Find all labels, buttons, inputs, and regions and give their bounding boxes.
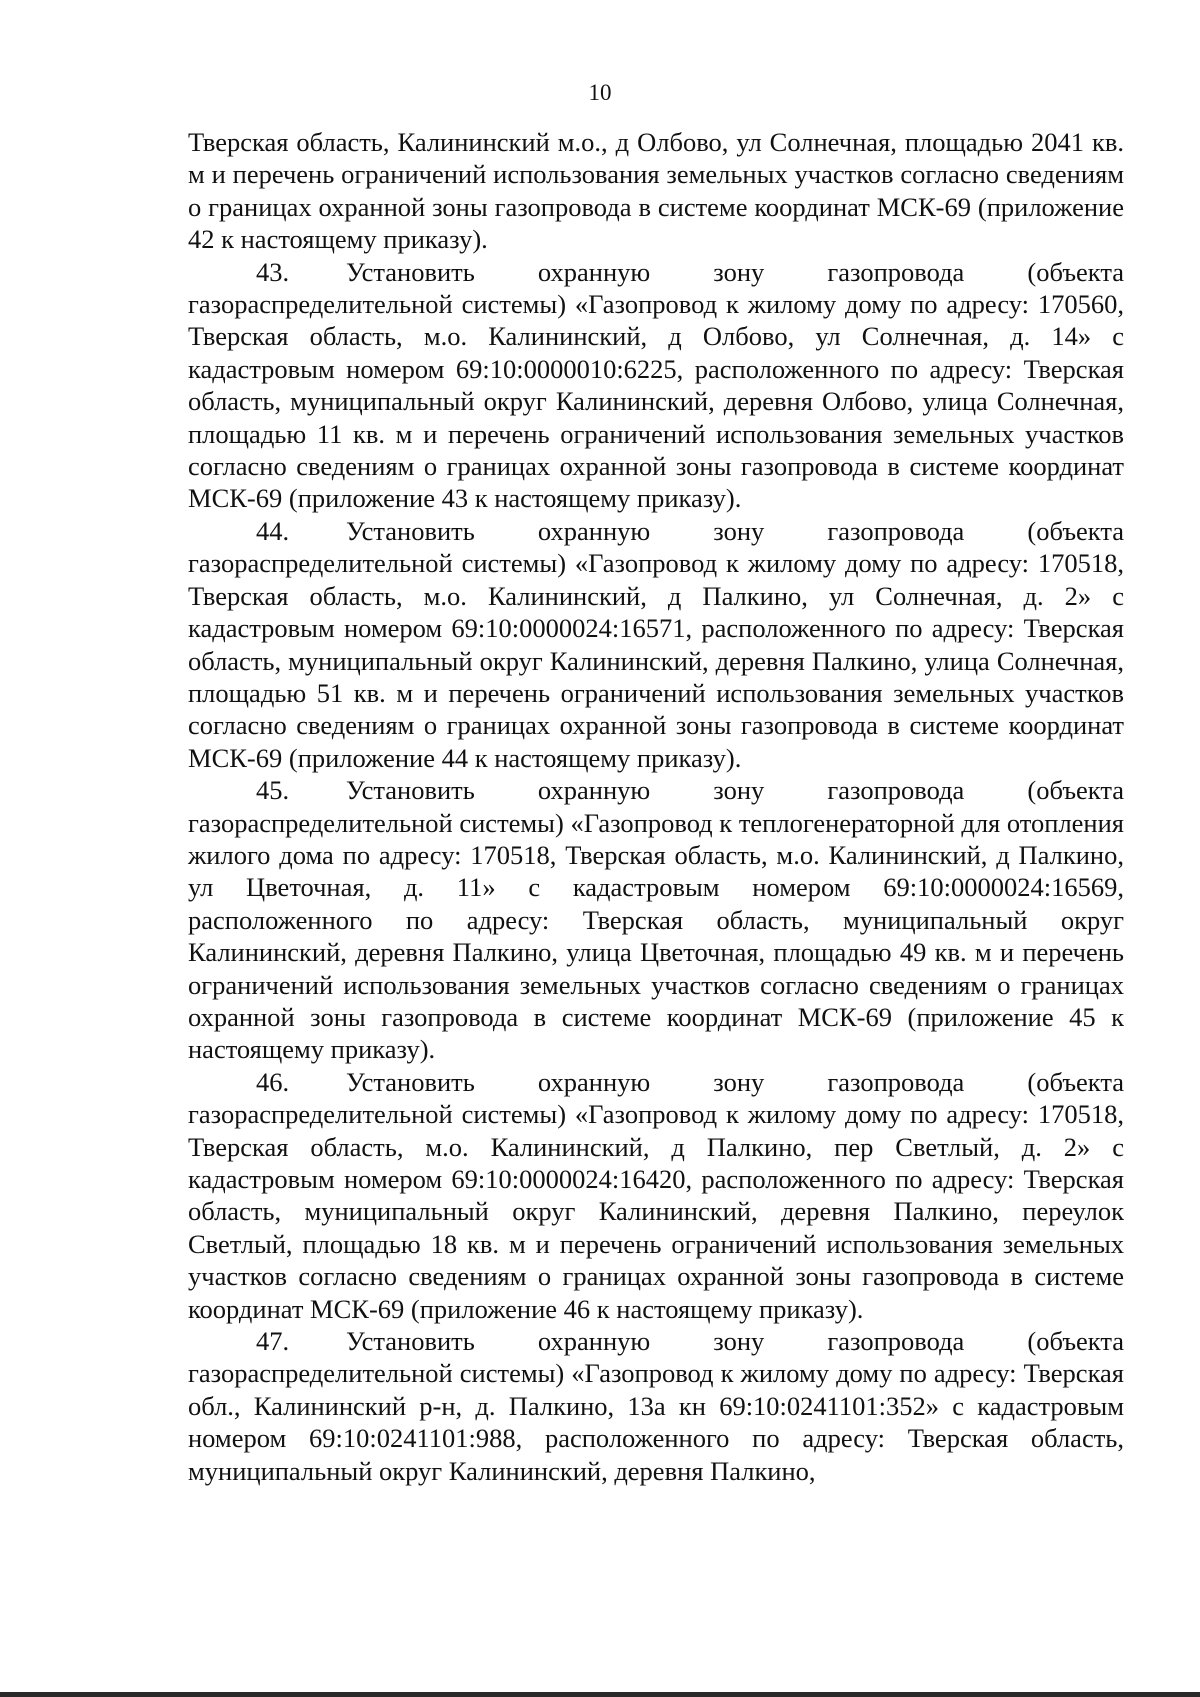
item-number: 44.: [256, 515, 290, 546]
item-number: 47.: [256, 1326, 290, 1357]
paragraph-text: Установить охранную зону газопровода (объекта газораспределительной системы) «Газопровод к жилому дому по адресу: Тверская обл., Калининский р-н, д. Палкино, 13а кн 69:10:0241101:352» с кадастровым номером 69:10:0241101:988, расположенного по адресу: Тверская область, муниципальный округ Калининский, деревня Палкино,: [188, 1326, 1124, 1486]
paragraph-item-46: [188, 1066, 1124, 1325]
paragraph-text: Установить охранную зону газопровода (объекта газораспределительной системы) «Газопровод к жилому дому по адресу: 170560, Тверская область, м.о. Калининский, д Олбово, ул Солнечная, д. 14» с кадастровым номером 69:10:0000010:6225, расположенного по адресу: Тверская область, муниципальный округ Калининский, деревня Олбово, улица Солнечная, площадью 11 кв. м и перечень ограничений использования земельных участков согласно сведениям о границах охранной зоны газопровода в системе координат МСК-69 (приложение 43 к настоящему приказу).: [188, 256, 1124, 514]
document-body: [188, 126, 1124, 1487]
paragraph-item-45: [188, 774, 1124, 1066]
paragraph-text: Установить охранную зону газопровода (объекта газораспределительной системы) «Газопровод к жилому дому по адресу: 170518, Тверская область, м.о. Калининский, д Палкино, ул Солнечная, д. 2» с кадастровым номером 69:10:0000024:16571, расположенного по адресу: Тверская область, муниципальный округ Калининский, деревня Палкино, улица Солнечная, площадью 51 кв. м и перечень ограничений использования земельных участков согласно сведениям о границах охранной зоны газопровода в системе координат МСК-69 (приложение 44 к настоящему приказу).: [188, 515, 1124, 773]
paragraph-text: Установить охранную зону газопровода (объекта газораспределительной системы) «Газопровод к теплогенераторной для отопления жилого дома по адресу: 170518, Тверская область, м.о. Калининский, д Палкино, ул Цветочная, д. 11» с кадастровым номером 69:10:0000024:16569, расположенного по адресу: Тверская область, муниципальный округ Калининский, деревня Палкино, улица Цветочная, площадью 49 кв. м и перечень ограничений использования земельных участков согласно сведениям о границах охранной зоны газопровода в системе координат МСК-69 (приложение 45 к настоящему приказу).: [188, 775, 1124, 1065]
paragraph-item-47: [188, 1325, 1124, 1487]
page-number: 10: [588, 80, 612, 105]
scan-edge: [0, 1692, 1200, 1697]
paragraph-text: Установить охранную зону газопровода (объекта газораспределительной системы) «Газопровод к жилому дому по адресу: 170518, Тверская область, м.о. Калининский, д Палкино, пер Светлый, д. 2» с кадастровым номером 69:10:0000024:16420, расположенного по адресу: Тверская область, муниципальный округ Калининский, деревня Палкино, переулок Светлый, площадью 18 кв. м и перечень ограничений использования земельных участков согласно сведениям о границах охранной зоны газопровода в системе координат МСК-69 (приложение 46 к настоящему приказу).: [188, 1066, 1124, 1324]
paragraph-continuation: [188, 126, 1124, 256]
item-number: 45.: [256, 775, 290, 806]
paragraph-item-44: [188, 515, 1124, 774]
paragraph-text: Тверская область, Калининский м.о., д Олбово, ул Солнечная, площадью 2041 кв. м и перечень ограничений использования земельных участков согласно сведениям о границах охранной зоны газопровода в системе координат МСК-69 (приложение 42 к настоящему приказу).: [188, 127, 1124, 255]
paragraph-item-43: [188, 256, 1124, 515]
item-number: 46.: [256, 1066, 290, 1097]
item-number: 43.: [256, 256, 290, 287]
